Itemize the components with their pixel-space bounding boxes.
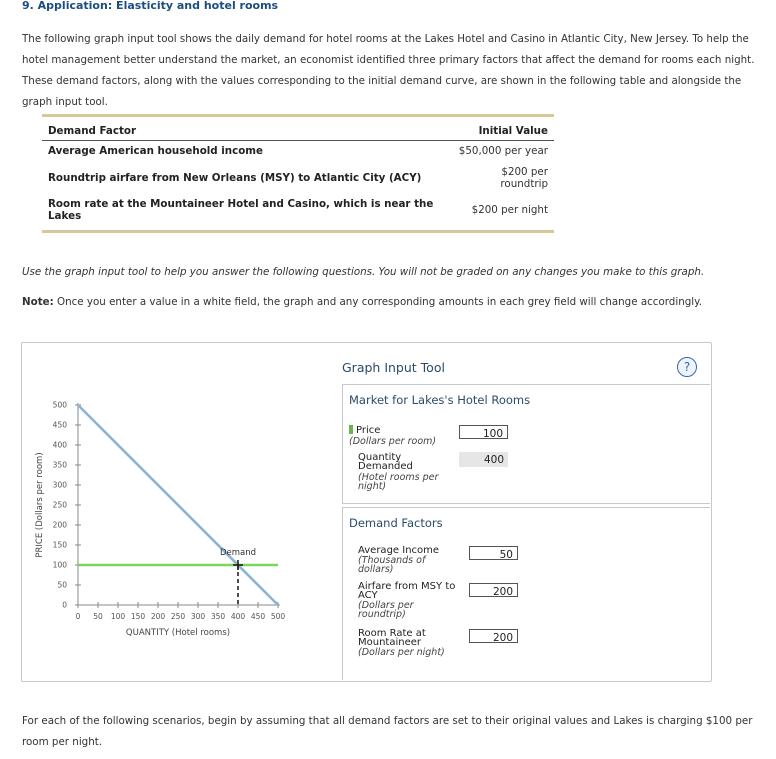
x-tick-label: 500 — [270, 612, 286, 621]
instructions-note — [22, 296, 702, 308]
table-header-initial: Initial Value — [449, 117, 554, 141]
y-tick-label: 150 — [52, 540, 67, 550]
table-row — [42, 141, 554, 162]
demand-factor-table — [42, 114, 554, 233]
table-cell-value: $50,000 per year — [458, 145, 548, 158]
quantity-label-group — [358, 453, 453, 491]
y-tick-label: 450 — [52, 420, 67, 430]
income-input[interactable]: 50 — [469, 546, 518, 560]
x-tick-label: 300 — [190, 612, 206, 621]
footer-paragraph: For each of the following scenarios, begin by assuming that all demand factors are set to their original values and Lakes is charging $100 per room per night. — [22, 715, 753, 748]
quantity-unit: (Hotel rooms per night) — [358, 472, 439, 492]
y-tick-label: 200 — [52, 520, 67, 530]
room-rate-label: Room Rate at Mountaineer — [358, 628, 426, 648]
x-tick-label: 100 — [110, 612, 126, 621]
y-tick-label: 500 — [52, 400, 67, 410]
table-row — [42, 162, 554, 194]
price-label: Price — [356, 425, 381, 436]
intro-paragraph: The following graph input tool shows the daily demand for hotel rooms at the Lakes Hotel and Casino in Atlantic City, New Jersey. To help the hotel management better understand the market, an economist identified three primary factors that affect the demand for rooms each night. These demand factors, along with the values corresponding to the initial demand curve, are shown in the following table and alongside the graph input tool. — [22, 33, 755, 108]
x-tick-label: 450 — [250, 612, 266, 621]
price-input[interactable]: 100 — [459, 425, 508, 439]
price-label-group — [349, 425, 459, 446]
airfare-label-group — [358, 582, 458, 619]
income-label: Average Income — [358, 545, 440, 556]
instructions-italic: Use the graph input tool to help you answer the following questions. You will not be graded on any changes you make to this graph. — [22, 266, 705, 278]
x-axis-label: QUANTITY (Hotel rooms) — [125, 628, 231, 638]
note-text: Once you enter a value in a white field, the graph and any corresponding amounts in each grey field will change accordingly. — [53, 296, 703, 308]
x-tick-label: 400 — [230, 612, 246, 621]
x-tick-label: 350 — [210, 612, 226, 621]
income-unit: (Thousands of dollars) — [358, 555, 426, 575]
demand-factors-title: Demand Factors — [349, 516, 443, 530]
x-tick-label: 0 — [75, 612, 81, 621]
x-tick-label: 50 — [93, 612, 103, 621]
y-tick-label: 0 — [62, 600, 67, 610]
table-cell-factor: Room rate at the Mountaineer Hotel and Casino, which is near the Lakes — [48, 197, 434, 222]
x-tick-label: 250 — [170, 612, 186, 621]
table-cell-value: $200 per night — [471, 203, 548, 216]
demand-curve — [78, 405, 278, 605]
y-tick-label: 400 — [52, 440, 67, 450]
demand-factors-panel — [342, 507, 710, 680]
quantity-demanded-value: 400 — [459, 452, 508, 467]
y-tick-label: 350 — [52, 460, 67, 470]
table-row — [42, 194, 554, 230]
y-tick-label: 250 — [52, 500, 67, 510]
airfare-unit: (Dollars per roundtrip) — [358, 600, 414, 620]
price-legend-swatch — [349, 425, 353, 434]
price-unit: (Dollars per room) — [349, 436, 437, 447]
room-rate-label-group — [358, 629, 458, 657]
y-tick-label: 100 — [52, 560, 67, 570]
market-panel — [342, 384, 710, 504]
x-tick-label: 150 — [130, 612, 146, 621]
section-title: 9. Application: Elasticity and hotel rooms — [22, 0, 279, 12]
market-panel-title: Market for Lakes's Hotel Rooms — [349, 393, 531, 407]
quantity-label: Quantity Demanded — [358, 452, 413, 472]
room-rate-unit: (Dollars per night) — [358, 647, 445, 658]
airfare-label: Airfare from MSY to ACY — [358, 581, 456, 601]
table-cell-factor: Roundtrip airfare from New Orleans (MSY) to Atlantic City (ACY) — [48, 171, 422, 184]
table-cell-factor: Average American household income — [48, 145, 264, 158]
table-cell-value: $200 per roundtrip — [500, 165, 548, 190]
demand-chart[interactable] — [22, 395, 322, 645]
graph-input-tool-title: Graph Input Tool — [342, 360, 445, 375]
note-label: Note: — [22, 296, 54, 308]
y-tick-label: 300 — [52, 480, 67, 490]
y-tick-label: 50 — [57, 580, 67, 590]
y-axis-label: PRICE (Dollars per room) — [35, 452, 45, 558]
help-icon[interactable]: ? — [677, 357, 697, 377]
table-header-factor: Demand Factor — [42, 117, 449, 141]
x-tick-label: 200 — [150, 612, 166, 621]
income-label-group — [358, 546, 458, 574]
room-rate-input[interactable]: 200 — [469, 629, 518, 643]
demand-curve-label: Demand — [219, 548, 257, 558]
airfare-input[interactable]: 200 — [469, 583, 518, 597]
